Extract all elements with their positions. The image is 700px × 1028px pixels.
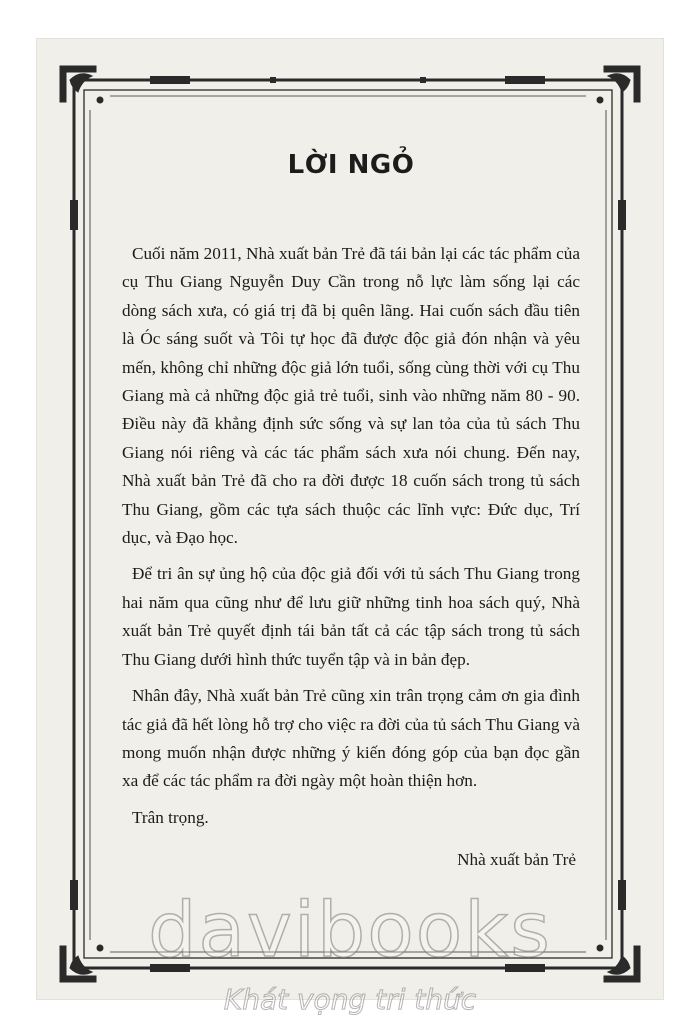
corner-ornament-top-left — [60, 66, 103, 103]
corner-ornament-top-right — [597, 66, 640, 103]
closing-line: Trân trọng. — [132, 807, 209, 827]
watermark-slogan: Khát vọng tri thức — [223, 983, 477, 1016]
publisher-signature: Nhà xuất bản Trẻ — [457, 849, 576, 869]
paragraph-2: Để tri ân sự ủng hộ của độc giả đối với tủ sách Thu Giang trong hai năm qua cũng như để lưu giữ những tinh hoa sách quý, Nhà xuất bản Trẻ quyết định tái bản tất cả các tập sách trong tủ sách Thu Giang dưới hình thức tuyển tập và in bản đẹp. — [122, 564, 580, 669]
watermark-brand: davibooks — [148, 885, 552, 974]
paragraph-3: Nhân đây, Nhà xuất bản Trẻ cũng xin trân trọng cảm ơn gia đình tác giả đã hết lòng hỗ trợ cho việc ra đời của tủ sách Thu Giang và mong muốn nhận được những ý kiến đóng góp của bạn đọc gần xa để các tác phẩm ra đời ngày một hoàn thiện hơn. — [122, 686, 580, 791]
page-title: LỜI NGỎ — [287, 150, 415, 180]
paragraph-1: Cuối năm 2011, Nhà xuất bản Trẻ đã tái bản lại các tác phẩm của cụ Thu Giang Nguyễn Duy Cần trong nỗ lực làm sống lại các dòng sách xưa, có giá trị đã bị quên lãng. Hai cuốn sách đầu tiên là Óc sáng suốt và Tôi tự học đã được độc giả đón nhận và yêu mến, không chỉ những độc giả lớn tuổi, sống cùng thời với cụ Thu Giang mà cả những độc giả trẻ tuổi, sinh vào những năm 80 - 90. Điều này đã khẳng định sức sống và sự lan tỏa của tủ sách Thu Giang nói riêng và các tác phẩm sách xưa nói chung. Đến nay, Nhà xuất bản Trẻ đã cho ra đời được 18 cuốn sách trong tủ sách Thu Giang, gồm các tựa sách thuộc các lĩnh vực: Đức dục, Trí dục, và Đạo học. — [122, 244, 580, 548]
document-body — [122, 150, 580, 874]
